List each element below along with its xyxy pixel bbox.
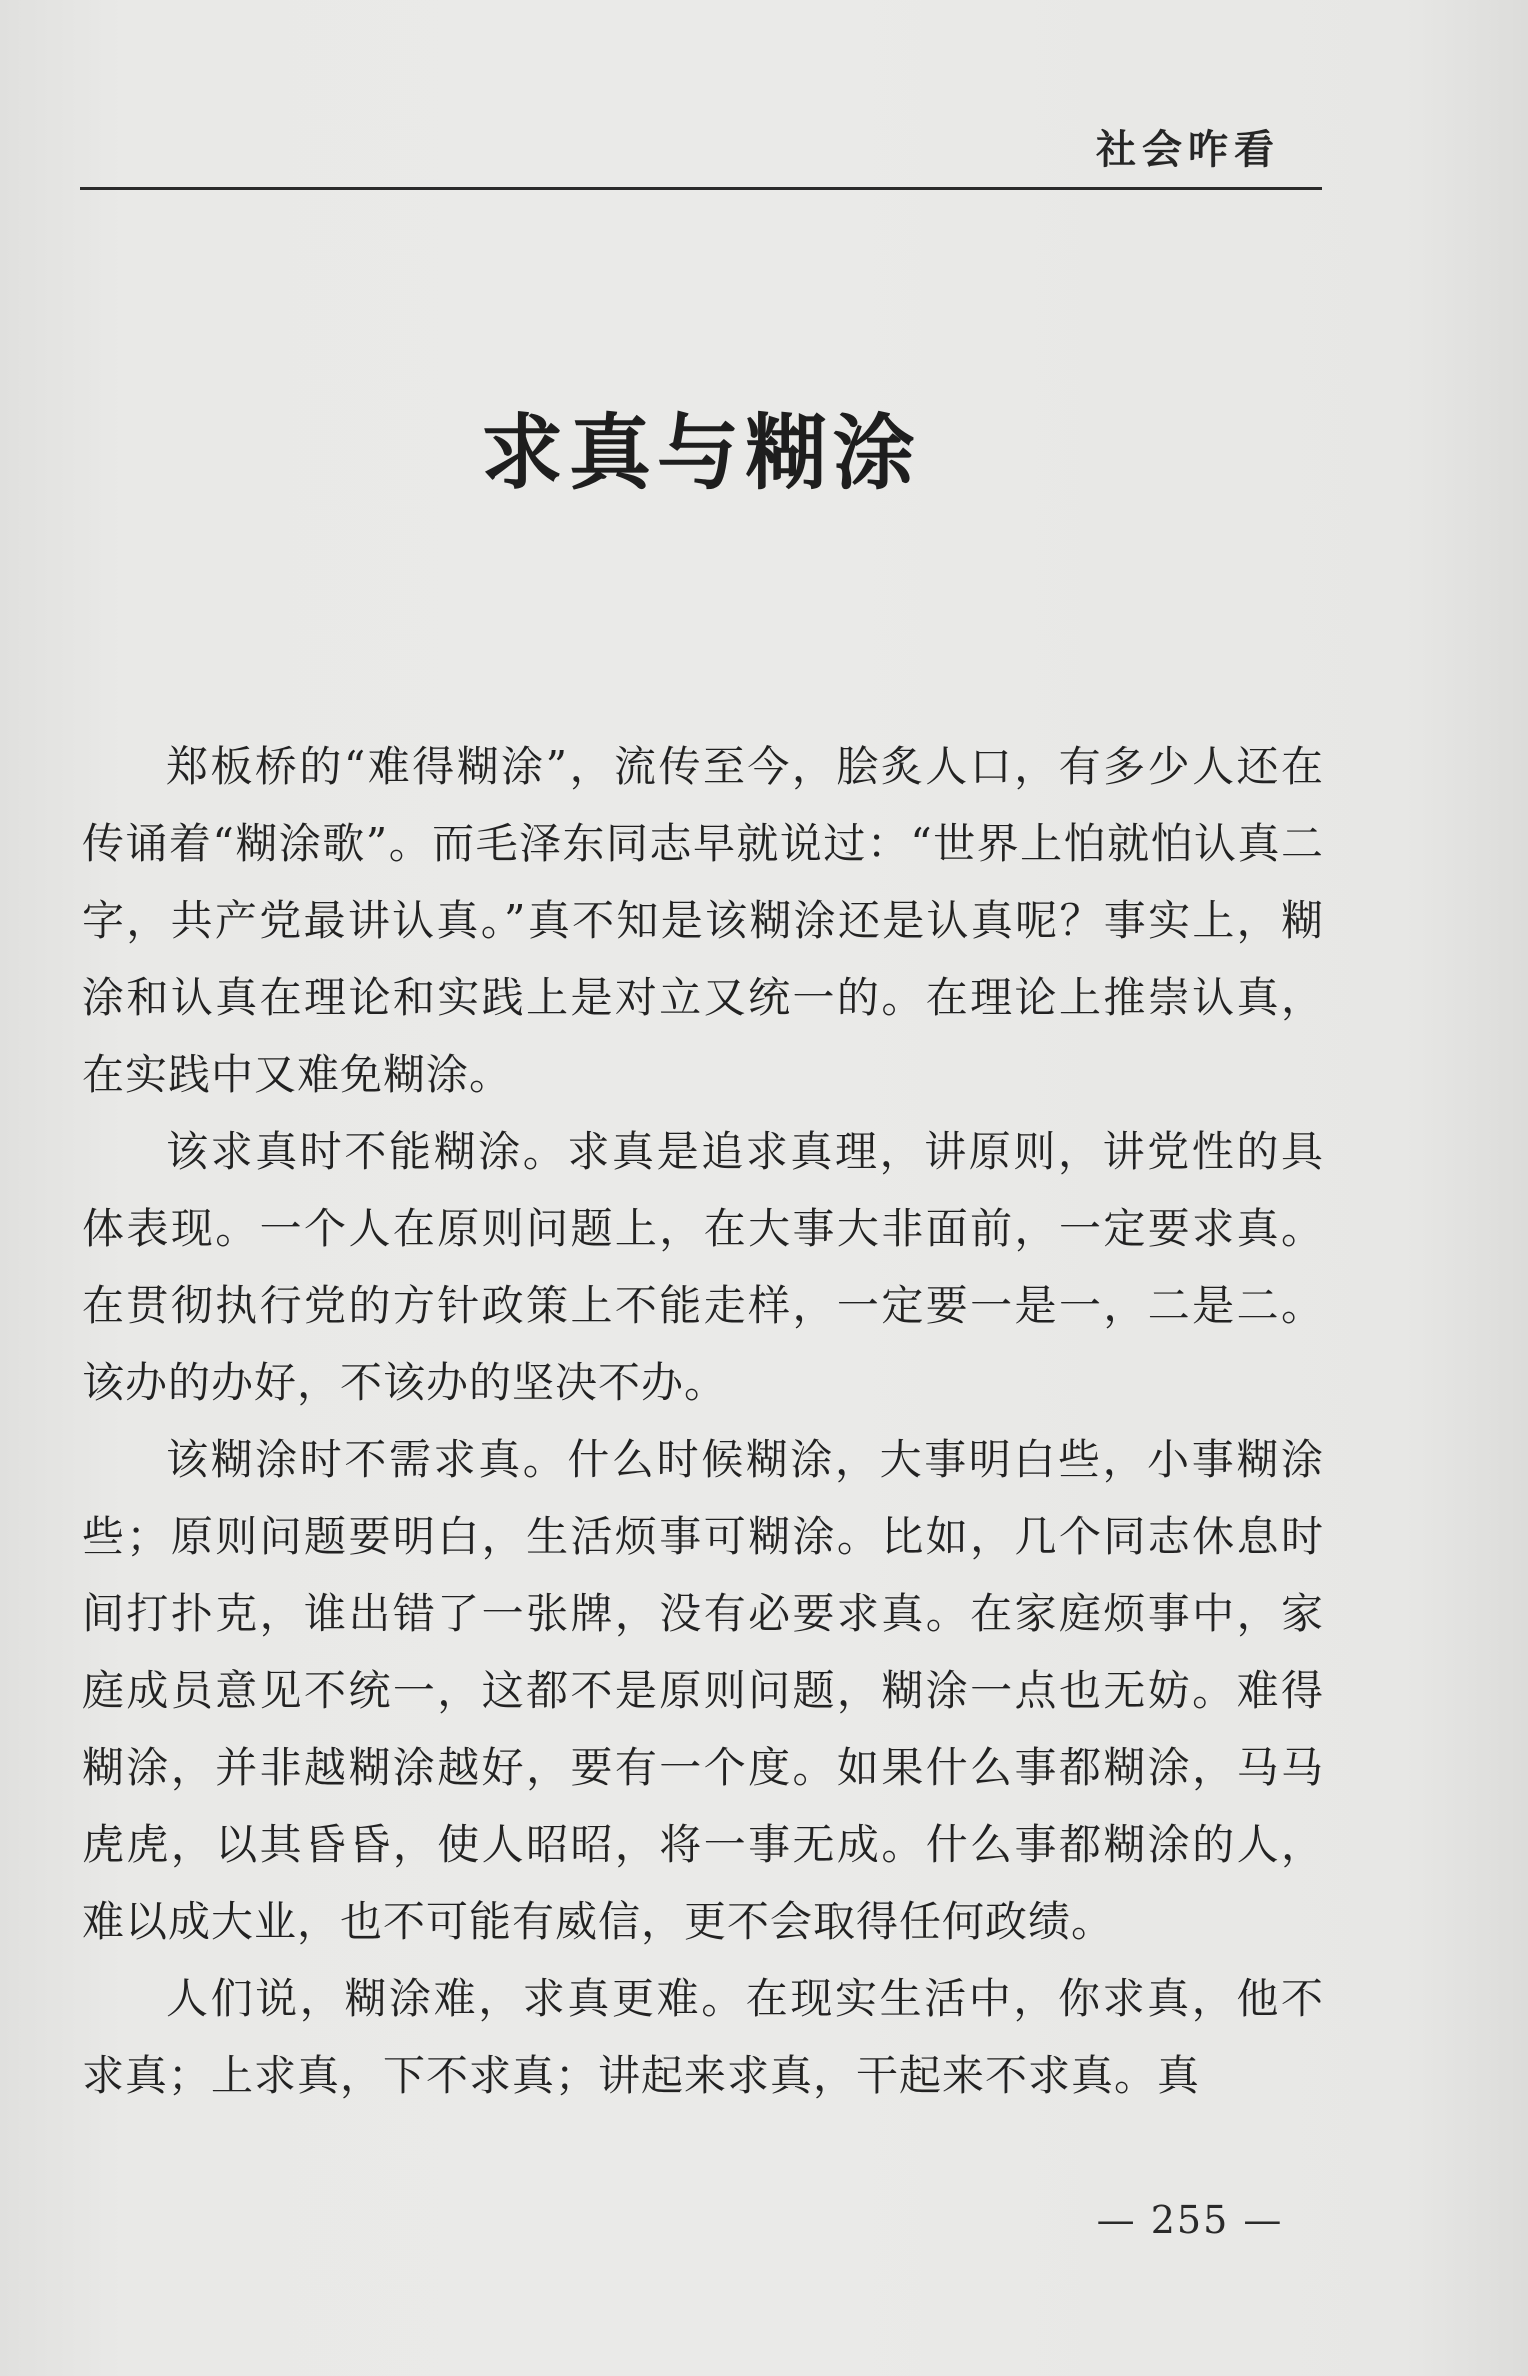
paragraph: 该糊涂时不需求真。什么时候糊涂，大事明白些，小事糊涂些；原则问题要明白，生活烦事可糊涂。比如，几个同志休息时间打扑克，谁出错了一张牌，没有必要求真。在家庭烦事中，家庭成员意见不统一，这都不是原则问题，糊涂一点也无妨。难得糊涂，并非越糊涂越好，要有一个度。如果什么事都糊涂，马马虎虎，以其昏昏，使人昭昭，将一事无成。什么事都糊涂的人，难以成大业，也不可能有威信，更不会取得任何政绩。 <box>82 1435 1324 1946</box>
header-rule <box>80 187 1322 190</box>
article-body <box>82 728 1324 2114</box>
page-number: — 255 — <box>1096 2198 1284 2242</box>
paragraph: 该求真时不能糊涂。求真是追求真理，讲原则，讲党性的具体表现。一个人在原则问题上，在大事大非面前，一定要求真。在贯彻执行党的方针政策上不能走样，一定要一是一，二是二。该办的办好，不该办的坚决不办。 <box>82 1127 1324 1407</box>
article-title: 求真与糊涂 <box>480 405 921 501</box>
paragraph: 人们说，糊涂难，求真更难。在现实生活中，你求真，他不求真；上求真，下不求真；讲起来求真，干起来不求真。真 <box>82 1974 1324 2100</box>
paragraph: 郑板桥的“难得糊涂”，流传至今，脍炙人口，有多少人还在传诵着“糊涂歌”。而毛泽东同志早就说过：“世界上怕就怕认真二字，共产党最讲认真。”真不知是该糊涂还是认真呢？事实上，糊涂和认真在理论和实践上是对立又统一的。在理论上推崇认真，在实践中又难免糊涂。 <box>82 742 1324 1099</box>
running-header: 社会咋看 <box>1096 127 1280 173</box>
